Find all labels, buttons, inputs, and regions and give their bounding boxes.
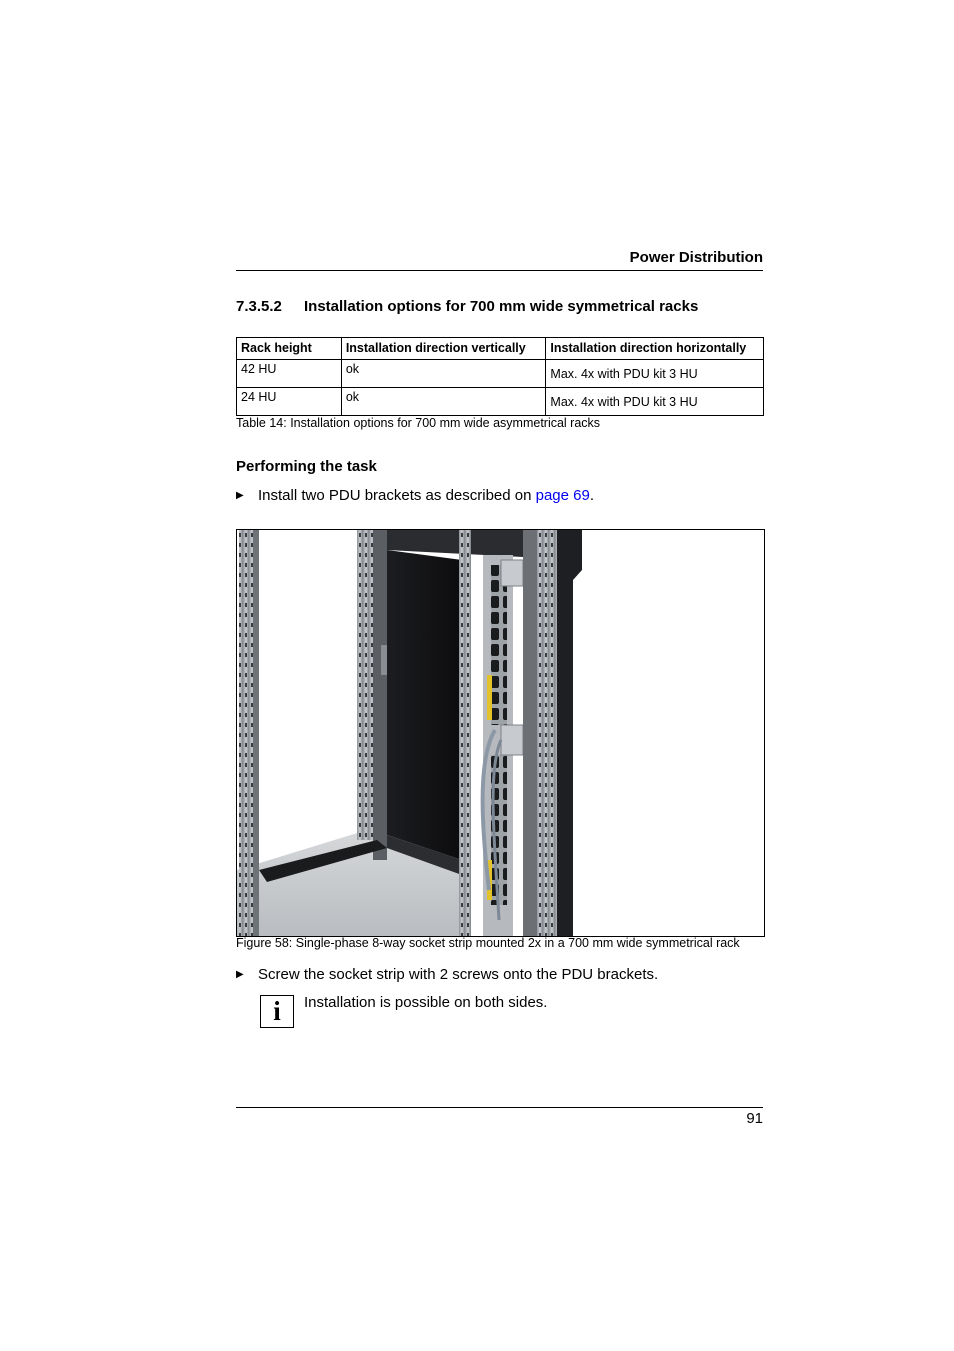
bullet-triangle-icon: ▶ — [236, 490, 244, 501]
header-divider — [236, 270, 763, 271]
table-caption: Table 14: Installation options for 700 mm wide asymmetrical racks — [236, 416, 601, 430]
info-icon-glyph: i — [273, 996, 281, 1026]
table-cell: Max. 4x with PDU kit 3 HU — [546, 360, 764, 388]
table-cell: Max. 4x with PDU kit 3 HU — [546, 388, 764, 416]
table-row — [237, 360, 764, 388]
table-cell: ok — [341, 360, 546, 388]
info-note: Installation is possible on both sides. — [304, 994, 548, 1011]
page-69-link[interactable]: page 69 — [535, 487, 590, 504]
column-header: Installation direction vertically — [341, 338, 546, 360]
table-cell: 24 HU — [237, 388, 342, 416]
info-icon — [260, 995, 294, 1028]
figure-caption: Figure 58: Single-phase 8-way socket strip mounted 2x in a 700 mm wide symmetrical rack — [236, 936, 740, 950]
page-number: 91 — [746, 1110, 763, 1127]
section-number: 7.3.5.2 — [236, 298, 282, 315]
task-heading: Performing the task — [236, 458, 377, 475]
table-row — [237, 388, 764, 416]
section-title: Installation options for 700 mm wide symmetrical racks — [304, 298, 699, 315]
section-heading — [236, 298, 698, 315]
step-1 — [236, 487, 594, 504]
column-header: Installation direction horizontally — [546, 338, 764, 360]
step-1-text: Install two PDU brackets as described on — [258, 487, 536, 504]
step-2-text: Screw the socket strip with 2 screws onto the PDU brackets. — [258, 966, 659, 983]
rack-pdu-photo — [236, 529, 765, 937]
table-cell: 42 HU — [237, 360, 342, 388]
table-cell: ok — [341, 388, 546, 416]
rack-illustration — [237, 530, 764, 936]
step-1-end: . — [589, 487, 595, 504]
column-header: Rack height — [237, 338, 342, 360]
step-2 — [236, 966, 658, 983]
table-header-row — [237, 338, 764, 360]
installation-options-table — [236, 337, 764, 416]
footer-divider — [236, 1107, 763, 1108]
bullet-triangle-icon: ▶ — [236, 969, 244, 980]
running-header: Power Distribution — [629, 249, 763, 266]
